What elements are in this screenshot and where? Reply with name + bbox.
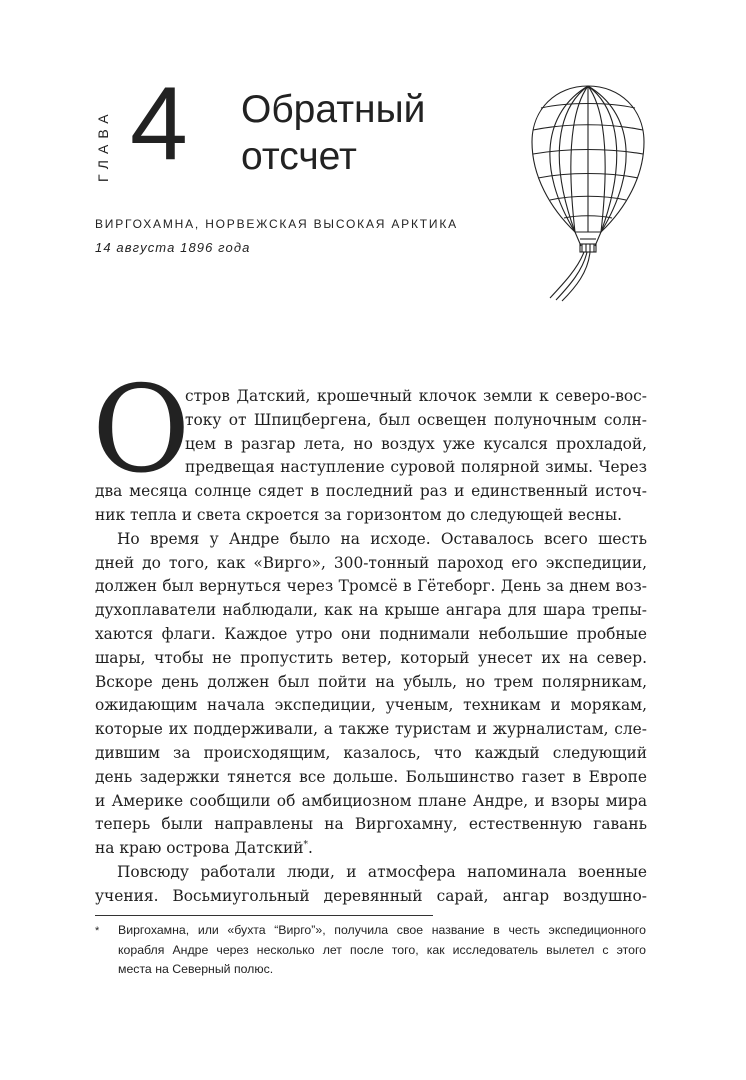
text-line: дившим за происходящим, казалось, что каждый следующий (95, 743, 647, 762)
body-text (95, 385, 647, 909)
footnote-line: Виргохамна, или «бухта “Вирго”», получила свое название в честь экспедиционного (118, 923, 646, 937)
text-line: току от Шпицбергена, был освещен полуночным солн- (185, 410, 647, 429)
text-line: теперь были направлены на Виргохамну, естественную гавань (95, 815, 647, 834)
text-line: два месяца солнце сядет в последний раз и единственный источ- (95, 482, 647, 501)
hot-air-balloon-icon (528, 78, 648, 306)
text-line: хаются флаги. Каждое утро они поднимали небольшие пробные (95, 624, 647, 643)
footnote-divider (95, 915, 433, 916)
chapter-title-line: отсчет (241, 135, 357, 178)
date-heading: 14 августа 1896 года (95, 240, 251, 255)
text-line: Вскоре день должен был пойти на убыль, но трем полярникам, (95, 672, 647, 691)
text-line: цем в разгар лета, но воздух уже кусался прохладой, (185, 434, 647, 453)
chapter-word: ГЛАВА (95, 108, 111, 182)
drop-cap: О (92, 361, 191, 500)
text-line-with-footnote (95, 837, 647, 861)
text-line: которые их поддерживали, а также туристам и журналистам, сле- (95, 720, 647, 739)
footnote-line: корабля Андре через несколько лет после того, как исследователь вылетел с этого (118, 942, 646, 957)
text-line: шары, чтобы не пропустить ветер, который унесет их на север. (95, 648, 647, 667)
text-line: Повсюду работали люди, и атмосфера напоминала военные (117, 862, 647, 881)
text-line: день задержки тянется все дольше. Большинство газет в Европе (95, 767, 647, 786)
text-line: ожидающим начала экспедиции, ученым, техникам и морякам, (95, 696, 647, 715)
text-line: и Америке сообщили об амбициозном плане Андре, и взоры мира (95, 791, 647, 810)
text-line: дней до того, как «Вирго», 300-тонный пароход его экспедиции, (95, 553, 647, 572)
footnote-marker: * (95, 925, 100, 937)
text-line: предвещая наступление суровой полярной зимы. Через (185, 458, 647, 477)
text-line: стров Датский, крошечный клочок земли к северо-вос- (185, 387, 647, 405)
chapter-label (95, 96, 119, 182)
period: . (307, 839, 313, 858)
text-line: на краю острова Датский (95, 839, 304, 858)
text-line: учения. Восьмиугольный деревянный сарай, ангар воздушно- (95, 886, 647, 905)
footnote-ref: * (303, 840, 308, 851)
chapter-title (241, 86, 425, 180)
text-line: духоплаватели наблюдали, как на крыше ангара для шара трепы- (95, 601, 647, 620)
chapter-number: 4 (130, 66, 188, 182)
footnote-line: места на Северный полюс. (118, 962, 274, 976)
chapter-title-line: Обратный (241, 88, 426, 131)
location-heading: ВИРГОХАМНА, НОРВЕЖСКАЯ ВЫСОКАЯ АРКТИКА (95, 217, 458, 231)
text-line: должен был вернуться через Тромсё в Гётеборг. День за днем воз- (95, 577, 647, 596)
text-line: ник тепла и света скроется за горизонтом до следующей весны. (95, 505, 622, 524)
text-line: Но время у Андре было на исходе. Оставалось всего шесть (117, 529, 647, 548)
footnote (118, 921, 646, 980)
